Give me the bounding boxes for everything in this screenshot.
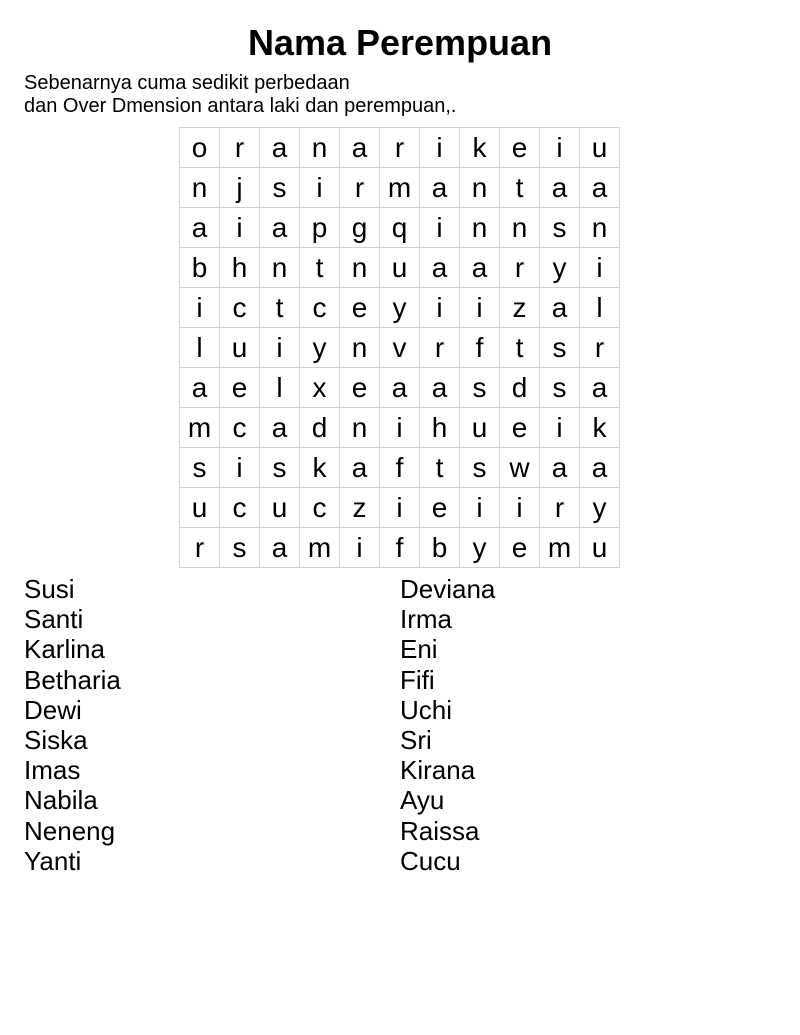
grid-cell[interactable]: s: [180, 448, 220, 488]
word-item: Irma: [400, 604, 452, 635]
grid-cell[interactable]: j: [220, 168, 260, 208]
grid-row: [180, 408, 620, 448]
grid-cell[interactable]: a: [180, 208, 220, 248]
grid-cell[interactable]: k: [580, 408, 620, 448]
grid-cell[interactable]: s: [460, 448, 500, 488]
grid-cell[interactable]: c: [300, 288, 340, 328]
grid-cell[interactable]: a: [540, 288, 580, 328]
grid-cell[interactable]: a: [540, 448, 580, 488]
intro-line: dan Over Dmension antara laki dan perempuan,.: [24, 95, 457, 117]
grid-cell[interactable]: e: [500, 528, 540, 568]
word-item: Sri: [400, 725, 432, 756]
grid-row: [180, 208, 620, 248]
grid-cell[interactable]: u: [260, 488, 300, 528]
grid-cell[interactable]: e: [340, 368, 380, 408]
grid-cell[interactable]: r: [420, 328, 460, 368]
word-item: Uchi: [400, 694, 453, 725]
grid-cell[interactable]: a: [260, 408, 300, 448]
word-item: Fifi: [400, 664, 435, 695]
grid-cell[interactable]: r: [180, 528, 220, 568]
grid-cell[interactable]: i: [220, 448, 260, 488]
grid-cell[interactable]: i: [460, 488, 500, 528]
grid-cell[interactable]: y: [540, 248, 580, 288]
grid-cell[interactable]: d: [300, 408, 340, 448]
grid-row: [180, 288, 620, 328]
grid-cell[interactable]: n: [460, 168, 500, 208]
page-title: Nama Perempuan: [247, 22, 553, 63]
grid-cell[interactable]: i: [420, 288, 460, 328]
grid-cell[interactable]: s: [460, 368, 500, 408]
grid-cell[interactable]: r: [540, 488, 580, 528]
grid-cell[interactable]: s: [260, 168, 300, 208]
grid-cell[interactable]: i: [300, 168, 340, 208]
grid-cell[interactable]: i: [420, 128, 460, 168]
word-item: Kirana: [400, 755, 476, 786]
grid-cell[interactable]: a: [420, 368, 460, 408]
grid-cell[interactable]: a: [260, 528, 300, 568]
grid-cell[interactable]: h: [220, 248, 260, 288]
grid-row: [180, 328, 620, 368]
grid-cell[interactable]: c: [300, 488, 340, 528]
word-list-left: [24, 574, 121, 876]
grid-cell[interactable]: a: [540, 168, 580, 208]
grid-cell[interactable]: r: [340, 168, 380, 208]
word-search-grid: [179, 127, 620, 568]
grid-cell[interactable]: e: [340, 288, 380, 328]
grid-cell[interactable]: m: [300, 528, 340, 568]
grid-cell[interactable]: a: [580, 448, 620, 488]
grid-cell[interactable]: s: [260, 448, 300, 488]
grid-cell[interactable]: i: [580, 248, 620, 288]
grid-cell[interactable]: g: [340, 208, 380, 248]
grid-cell[interactable]: r: [580, 328, 620, 368]
grid-cell[interactable]: k: [300, 448, 340, 488]
grid-cell[interactable]: n: [300, 128, 340, 168]
grid-cell[interactable]: c: [220, 288, 260, 328]
word-item: Raissa: [400, 815, 480, 846]
grid-cell[interactable]: y: [300, 328, 340, 368]
grid-cell[interactable]: q: [380, 208, 420, 248]
grid-cell[interactable]: t: [500, 328, 540, 368]
grid-cell[interactable]: n: [500, 208, 540, 248]
word-item: Nabila: [24, 785, 98, 816]
grid-cell[interactable]: u: [180, 488, 220, 528]
grid-row: [180, 128, 620, 168]
grid-cell[interactable]: u: [580, 128, 620, 168]
grid-cell[interactable]: r: [500, 248, 540, 288]
grid-cell[interactable]: l: [180, 328, 220, 368]
grid-cell[interactable]: i: [340, 528, 380, 568]
grid-cell[interactable]: h: [420, 408, 460, 448]
intro-text: [24, 72, 456, 118]
grid-cell[interactable]: s: [540, 208, 580, 248]
grid-cell[interactable]: b: [420, 528, 460, 568]
grid-cell[interactable]: a: [180, 368, 220, 408]
grid-cell[interactable]: z: [340, 488, 380, 528]
grid-cell[interactable]: s: [540, 328, 580, 368]
word-list-right: [400, 574, 495, 876]
grid-cell[interactable]: e: [420, 488, 460, 528]
grid-cell[interactable]: c: [220, 408, 260, 448]
grid-row: [180, 448, 620, 488]
grid-cell[interactable]: n: [340, 328, 380, 368]
grid-cell[interactable]: c: [220, 488, 260, 528]
grid-cell[interactable]: i: [540, 128, 580, 168]
grid-cell[interactable]: r: [220, 128, 260, 168]
word-item: Deviana: [400, 574, 496, 604]
grid-cell[interactable]: a: [580, 168, 620, 208]
grid-cell[interactable]: s: [540, 368, 580, 408]
grid-cell[interactable]: s: [220, 528, 260, 568]
grid-cell[interactable]: d: [500, 368, 540, 408]
grid-cell[interactable]: a: [340, 448, 380, 488]
grid-cell[interactable]: i: [380, 488, 420, 528]
grid-cell[interactable]: a: [380, 368, 420, 408]
grid-cell[interactable]: y: [460, 528, 500, 568]
grid-cell[interactable]: t: [420, 448, 460, 488]
grid-cell[interactable]: o: [180, 128, 220, 168]
grid-cell[interactable]: a: [260, 128, 300, 168]
grid-cell[interactable]: a: [580, 368, 620, 408]
grid-cell[interactable]: p: [300, 208, 340, 248]
word-item: Neneng: [24, 815, 116, 846]
grid-cell[interactable]: n: [180, 168, 220, 208]
grid-cell[interactable]: z: [500, 288, 540, 328]
grid-cell[interactable]: e: [500, 408, 540, 448]
word-item: Imas: [24, 755, 81, 786]
grid-cell[interactable]: t: [500, 168, 540, 208]
grid-row: [180, 528, 620, 568]
grid-cell[interactable]: e: [500, 128, 540, 168]
grid-row: [180, 168, 620, 208]
word-item: Santi: [24, 604, 84, 635]
grid-cell[interactable]: n: [340, 248, 380, 288]
intro-line: Sebenarnya cuma sedikit perbedaan: [24, 72, 350, 94]
word-item: Yanti: [24, 845, 82, 876]
grid-cell[interactable]: a: [420, 168, 460, 208]
grid-cell[interactable]: v: [380, 328, 420, 368]
grid-cell[interactable]: a: [420, 248, 460, 288]
word-item: Susi: [24, 574, 75, 604]
grid-cell[interactable]: i: [420, 208, 460, 248]
grid-cell[interactable]: x: [300, 368, 340, 408]
grid-cell[interactable]: a: [260, 208, 300, 248]
grid-cell[interactable]: i: [260, 328, 300, 368]
grid-row: [180, 368, 620, 408]
grid-cell[interactable]: a: [460, 248, 500, 288]
word-item: Betharia: [24, 664, 121, 695]
grid-cell[interactable]: y: [380, 288, 420, 328]
grid-cell[interactable]: i: [540, 408, 580, 448]
grid-cell[interactable]: i: [500, 488, 540, 528]
grid-cell[interactable]: l: [580, 288, 620, 328]
grid-cell[interactable]: m: [540, 528, 580, 568]
grid-row: [180, 488, 620, 528]
word-item: Karlina: [24, 634, 105, 665]
grid-cell[interactable]: i: [460, 288, 500, 328]
grid-cell[interactable]: m: [380, 168, 420, 208]
grid-cell[interactable]: t: [300, 248, 340, 288]
grid-cell[interactable]: l: [260, 368, 300, 408]
grid-cell[interactable]: k: [460, 128, 500, 168]
grid-cell[interactable]: f: [380, 528, 420, 568]
grid-cell[interactable]: u: [460, 408, 500, 448]
grid-cell[interactable]: n: [340, 408, 380, 448]
grid-cell[interactable]: i: [180, 288, 220, 328]
grid-cell[interactable]: b: [180, 248, 220, 288]
grid-cell[interactable]: w: [500, 448, 540, 488]
grid-cell[interactable]: n: [260, 248, 300, 288]
word-item: Ayu: [400, 785, 445, 816]
grid-cell[interactable]: m: [180, 408, 220, 448]
grid-cell[interactable]: i: [380, 408, 420, 448]
word-item: Cucu: [400, 845, 461, 876]
grid-cell[interactable]: a: [340, 128, 380, 168]
grid-cell[interactable]: e: [220, 368, 260, 408]
word-item: Siska: [24, 725, 88, 756]
grid-cell[interactable]: i: [220, 208, 260, 248]
grid-cell[interactable]: y: [580, 488, 620, 528]
grid-cell[interactable]: u: [220, 328, 260, 368]
grid-cell[interactable]: f: [380, 448, 420, 488]
grid-cell[interactable]: t: [260, 288, 300, 328]
grid-row: [180, 248, 620, 288]
grid-cell[interactable]: u: [580, 528, 620, 568]
word-item: Eni: [400, 634, 438, 665]
grid-cell[interactable]: u: [380, 248, 420, 288]
word-item: Dewi: [24, 694, 82, 725]
grid-cell[interactable]: f: [460, 328, 500, 368]
grid-cell[interactable]: r: [380, 128, 420, 168]
grid-cell[interactable]: n: [460, 208, 500, 248]
grid-cell[interactable]: n: [580, 208, 620, 248]
